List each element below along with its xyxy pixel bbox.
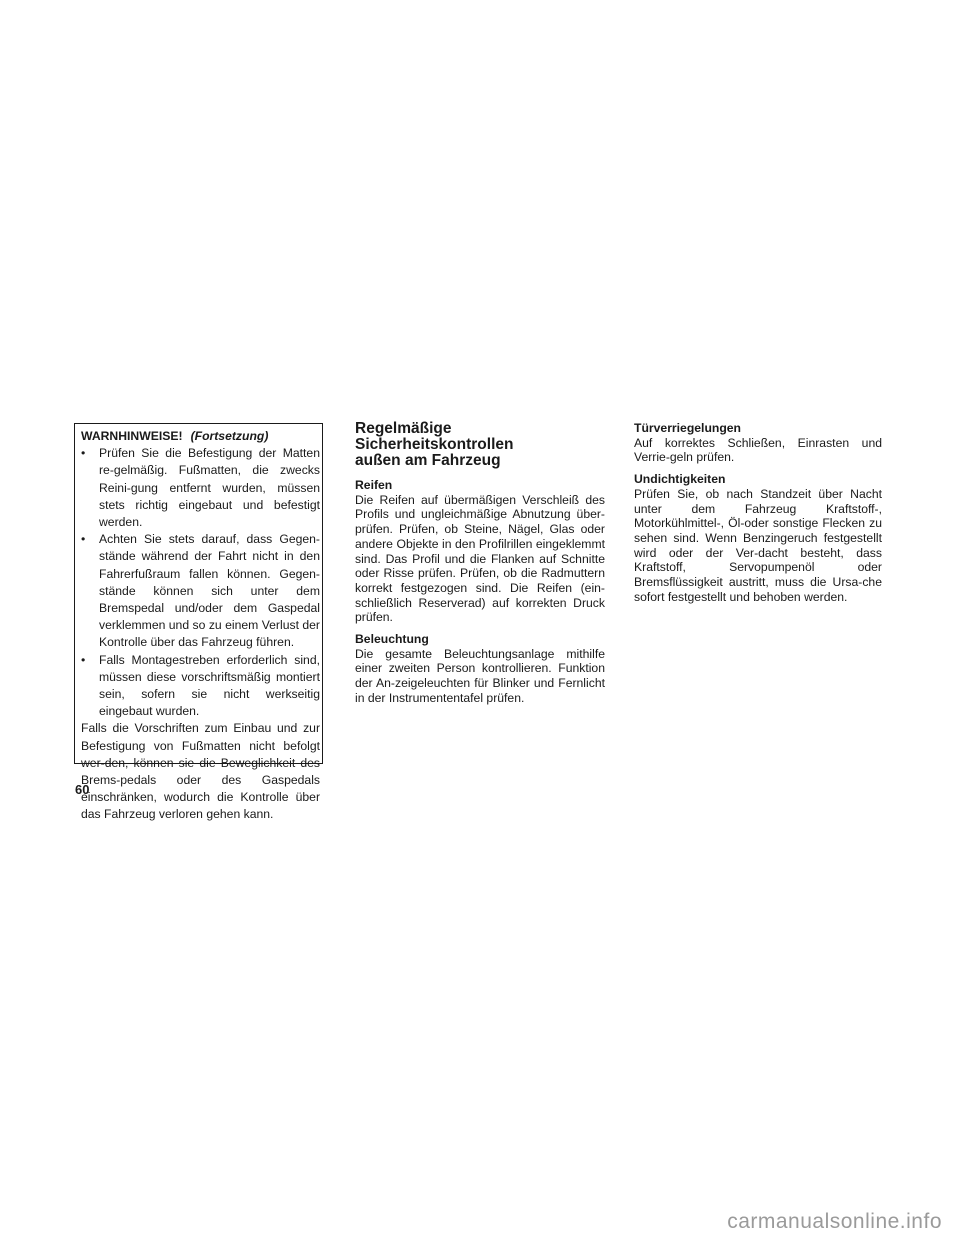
warning-header (81, 428, 320, 445)
item-text: Prüfen Sie, ob nach Standzeit über Nacht unter dem Fahrzeug Kraftstoff-, Motorkühlmittel-, Öl-oder sonstige Flecken zu sehen sind. Wenn Benzingeruch festgestellt wird oder der Ver-dacht besteht, dass Kraftstoff, Servopumpenöl oder Bremsflüssigkeit austritt, muss die Ursa-che sofort festgestellt und behoben werden. (634, 486, 882, 604)
item-text: Die gesamte Beleuchtungsanlage mithilfe einer zweiten Person kontrollieren. Funktion der An-zeigeleuchten für Blinker und Fernlicht in der Instrumententafel prüfen. (355, 646, 605, 705)
warning-bullet (81, 531, 320, 651)
item-leaks (634, 472, 882, 604)
warning-footer: Falls die Vorschriften zum Einbau und zur Befestigung von Fußmatten nicht befolgt wer-den, können sie die Beweglichkeit des Brems-pedals oder des Gaspedals einschränken, wodurch die Kontrolle über das Fahrzeug verloren gehen kann. (81, 721, 320, 822)
warning-bullet-text: Falls Montagestreben erforderlich sind, müssen diese vorschriftsmäßig montiert sein, sofern sie nicht werkseitig eingebaut wurden. (99, 652, 320, 719)
item-door-locks (634, 421, 882, 465)
item-heading: Reifen (355, 478, 393, 492)
warning-title: WARNHINWEISE! (81, 429, 183, 443)
watermark: carmanualsonline.info (727, 1210, 942, 1233)
item-heading: Undichtigkeiten (634, 472, 726, 487)
warning-continued: (Fortsetzung) (190, 429, 269, 443)
bullet-dot-icon: • (81, 446, 86, 461)
section-title (355, 421, 605, 469)
item-tires (355, 478, 605, 625)
right-column (634, 421, 882, 611)
bullet-dot-icon: • (81, 532, 86, 547)
section-title-line1: Regelmäßige Sicherheitskontrollen (355, 420, 514, 453)
item-text: Auf korrektes Schließen, Einrasten und Verrie-geln prüfen. (634, 435, 882, 465)
warning-bullet-text: Prüfen Sie die Befestigung der Matten re-gelmäßig. Fußmatten, die zwecks Reini-gung entfernt wurden, müssen stets richtig eingebaut und befestigt werden. (99, 446, 320, 530)
bullet-dot-icon: • (81, 652, 86, 667)
page-number: 60 (75, 782, 90, 797)
item-lighting (355, 632, 605, 706)
item-heading: Türverriegelungen (634, 421, 742, 435)
warning-bullet (81, 445, 320, 531)
section-title-line2: außen am Fahrzeug (355, 452, 501, 469)
item-heading: Beleuchtung (355, 632, 429, 647)
item-text: Die Reifen auf übermäßigen Verschleiß des Profils und ungleichmäßige Abnutzung über-prüfen. Prüfen, ob Steine, Nägel, Glas oder andere Objekte in den Profilrillen eingeklemmt sind. Das Profil und die Flanken auf Schnitte oder Risse prüfen. Prüfen, ob die Radmuttern korrekt festgezogen sind. Die Reifen (ein-schließlich Reserverad) auf korrekten Druck prüfen. (355, 492, 605, 625)
middle-column (355, 421, 605, 713)
warning-bullet-text: Achten Sie stets darauf, dass Gegen-stände während der Fahrt nicht in den Fahrerfußraum fallen können. Gegen-stände können sich unter dem Bremspedal und/oder dem Gaspedal verklemmen und so zu einem Verlust der Kontrolle über das Fahrzeug führen. (99, 532, 320, 650)
warning-bullet (81, 652, 320, 721)
